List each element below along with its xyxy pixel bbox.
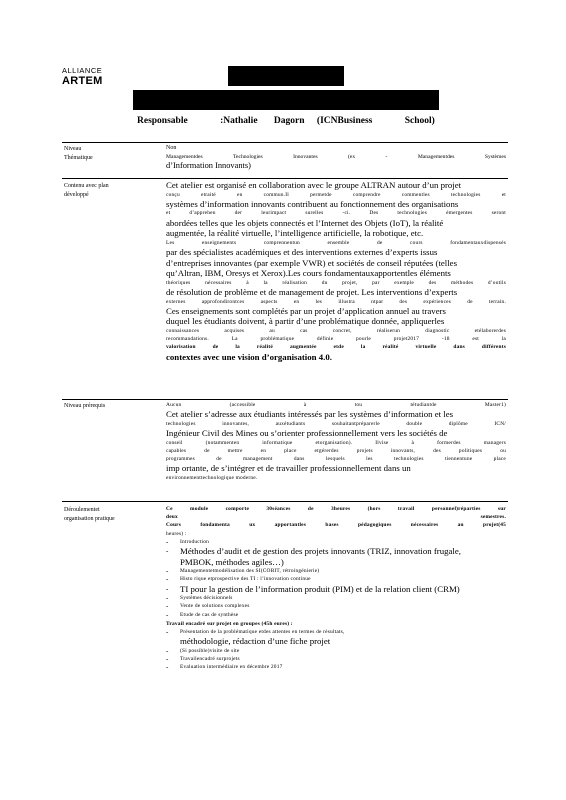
label-organisation: organisation pratique — [64, 516, 115, 522]
responsible-school: (ICNBusiness — [316, 116, 373, 126]
logo-bottom-text: ARTEM — [62, 75, 103, 87]
bullet-dash-icon: - — [166, 575, 169, 584]
bullet-item — [166, 647, 506, 655]
text-line: conçu etraité en commun.Il permetde comprendre commentles technologies et — [166, 191, 506, 198]
row-deroulement-content — [164, 502, 508, 764]
bullet-text: Méthodes d’audit et de gestion des projets innovants (TRIZ, innovation frugale, — [180, 546, 461, 557]
responsible-label: Responsable — [137, 116, 188, 126]
bullet-item — [166, 655, 506, 663]
text-line: programmes de management dans lesquels les technologies tiennentune place — [166, 456, 506, 462]
text-line: Les enseignements comprennentun ensemble de cours fondamentauxdispensés — [166, 239, 506, 246]
text-line: systèmes d’information innovants contribuent au fonctionnement des organisations — [166, 198, 459, 209]
deroulement-course-list — [166, 538, 506, 619]
row-prerequis-label — [62, 400, 164, 501]
bullet-item — [166, 602, 506, 610]
text-line: imp ortante, de s’intégrer et de travailler professionnellement dans un — [166, 463, 411, 474]
bullet-item — [166, 594, 506, 602]
bullet-dash-icon: - — [166, 537, 169, 546]
text-line: Ingénieur Civil des Mines ou s’orienter professionnellement vers les sociétés de — [166, 428, 448, 438]
text-line: de résolution de problème et de management de projet. Les interventions d’experts — [166, 286, 458, 297]
text-line: qu’Altran, IBM, Oresys et Xerox).Les cours fondamentauxapportentles éléments — [166, 268, 451, 279]
deroulement-intro — [166, 505, 506, 538]
label-niveau: Niveau — [64, 146, 82, 152]
bullet-item — [166, 557, 506, 568]
label-deroulement: Déroulementet — [64, 507, 100, 513]
text-line: Ce module comporte 30séances de 3heures (hors travail personnel)réparties sur — [166, 506, 506, 512]
deroulement-project-list — [166, 628, 506, 671]
row-niveau-label — [62, 143, 164, 178]
text-line: Cet atelier s’adresse aux étudiants intéressés par les systèmes d’information et les — [166, 409, 454, 420]
bullet-dash-icon: - — [166, 594, 169, 603]
text-line: et d’apprehen der leurimpact surelles -ci. Des technologies émergentes seront — [166, 210, 506, 217]
bullet-text: PMBOK, méthodes agiles…) — [180, 556, 284, 567]
bullet-text: Vente de solutions complexes — [180, 603, 250, 610]
bullet-dash-icon: - — [166, 584, 169, 593]
text-line: environnementtechnologique moderne. — [166, 474, 258, 481]
responsible-name: :Nathalie — [220, 116, 258, 126]
label-developpe: développé — [64, 192, 89, 198]
niveau-value: Non — [166, 145, 177, 151]
bullet-item — [166, 538, 506, 546]
thematique-value-cont: d’Information Innovants) — [166, 161, 251, 171]
row-prerequis — [62, 400, 508, 502]
bullet-text: TI pour la gestion de l’information produit (PIM) et de la relation client (CRM) — [180, 583, 460, 594]
bullet-dash-icon: - — [166, 655, 169, 664]
text-line: Cet atelier est organisé en collaboration avec le groupe ALTRAN autour d’un projet — [166, 180, 462, 190]
bullet-text: Managementetmodélisation des SI(COBIT, rétroingénierie) — [180, 568, 320, 575]
row-contenu — [62, 179, 508, 400]
text-line: d’entreprises innovantes (par exemple VWR) et sociétés de conseil réputées (telles — [166, 257, 458, 268]
row-niveau — [62, 143, 508, 179]
text-line: abordées telles que les objets connectés et l’Internet des Objets (IoT), la réalité — [166, 217, 444, 228]
row-deroulement — [62, 502, 508, 764]
label-prerequis: Niveau prérequis — [64, 403, 106, 409]
bullet-item — [166, 611, 506, 619]
responsible-surname: Dagorn — [273, 116, 305, 126]
text-line: recommandations. La problématique définie pourle projet2017 -18 est la — [166, 336, 506, 343]
bullet-text: Présentation de la problématique etdes attentes en termes de résultats, — [180, 629, 345, 636]
bullet-text: Histo rique etprospective des TI : l’innovation continue — [180, 576, 311, 583]
text-line: capables de mettre en place etgérerdes projets innovants, des politiques ou — [166, 447, 506, 454]
text-line: externes approfondirontces aspects en les illustra ntpar des expériences de terrain. — [166, 298, 506, 305]
responsible-line — [137, 116, 437, 126]
bullet-text: (Si possible)visite de site — [180, 647, 240, 654]
bullet-dash-icon: - — [166, 610, 169, 619]
text-line: connaissances acquises au cas concret, réaliserun diagnostic etélaborerdes — [166, 327, 506, 334]
course-table — [62, 142, 508, 764]
bullet-item — [166, 546, 506, 557]
label-contenu: Contenu avec plan — [64, 183, 109, 189]
text-line: heures) : — [166, 530, 187, 537]
row-contenu-content — [164, 179, 508, 399]
text-line: Ces enseignements sont complétés par un projet d’application annuel au travers — [166, 305, 446, 316]
bullet-text: Evaluation intermédiaire en décembre 2017 — [180, 664, 283, 671]
bullet-text: Travailencadré surprojets — [180, 656, 240, 663]
text-line: technologies innovantes, auxétudiants souhaitantpréparerle double diplôme ICN/ — [166, 420, 506, 427]
bullet-item — [166, 567, 506, 575]
text-line: contextes avec une vision d’organisation 4.0. — [166, 351, 332, 362]
text-line: augmentée, la réalité virtuelle, l’intelligence artificielle, la robotique, etc. — [166, 228, 424, 239]
bullet-dash-icon — [166, 557, 180, 568]
text-line: conseil (notammenten informatique etorganisation). Ilvise à formerdes managers — [166, 439, 506, 446]
alliance-artem-logo — [62, 66, 122, 87]
logo-top-text: ALLIANCE — [62, 66, 103, 75]
text-line: Cours fondamenta ux apportantles bases pédagogiques nécessaires au projet(45 — [166, 522, 506, 529]
bullet-dash-icon: - — [166, 602, 169, 611]
bullet-dash-icon — [166, 636, 180, 647]
row-contenu-label — [62, 179, 164, 399]
bullet-dash-icon: - — [166, 663, 169, 672]
responsible-school-end: School) — [404, 116, 435, 126]
bullet-text: Systèmes décisionnels — [180, 595, 233, 602]
bullet-dash-icon: - — [166, 567, 169, 576]
bullet-dash-icon: - — [166, 547, 169, 556]
thematique-value: Managementdes Technologies Innovantes (ex - Managementdes Systèmes — [166, 154, 506, 160]
bullet-dash-icon: - — [166, 628, 169, 637]
row-deroulement-label — [62, 502, 164, 764]
bullet-item — [166, 636, 506, 647]
bullet-item — [166, 628, 506, 636]
bullet-dash-icon: - — [166, 646, 169, 655]
bullet-item — [166, 663, 506, 671]
text-line: valorisation de la réalité augmentée etde la réalité virtuelle dans différents — [166, 344, 506, 351]
travail-encadre-heading: Travail encadré sur projet en groupes (45h eures) : — [166, 620, 293, 627]
bullet-item — [166, 575, 506, 583]
bullet-item — [166, 584, 506, 595]
row-prerequis-content — [164, 400, 508, 501]
row-niveau-content — [164, 143, 508, 178]
text-line: duquel les étudiants doivent, à partir d’une problématique donnée, appliquerles — [166, 316, 445, 327]
text-line: deux semestres. — [166, 514, 506, 521]
redaction-bar-title — [228, 66, 344, 86]
redaction-bar-subtitle — [133, 90, 439, 110]
text-line: par des spécialistes académiques et des interventions externes d’experts issus — [166, 246, 438, 257]
bullet-text: Introduction — [180, 538, 210, 545]
text-line: Aucun (accessible à tou tétudiantde Master1) — [166, 402, 506, 408]
text-line: théoriques nécessaires à la réalisation du projet, par exemple des méthodes d’outils — [166, 279, 506, 286]
label-thematique: Thématique — [64, 155, 93, 161]
bullet-text: Etude de cas de synthèse — [180, 611, 239, 618]
bullet-text: méthodologie, rédaction d’une fiche projet — [180, 636, 331, 647]
